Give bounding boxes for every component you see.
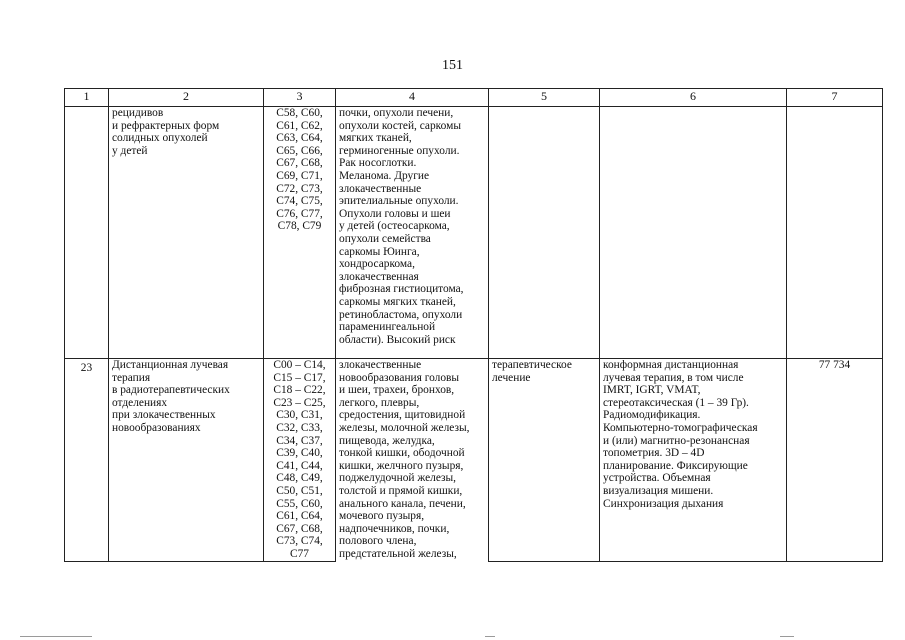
text-line: злокачественная (339, 270, 419, 283)
text-line: железы, молочной железы, (339, 421, 470, 434)
text-line: в радиотерапевтических (112, 384, 230, 397)
diagnosis-description-cell (336, 107, 489, 359)
column-header: 7 (787, 89, 883, 107)
scan-artifact (780, 636, 794, 637)
text-line: саркомы мягких тканей, (339, 295, 456, 308)
text-line: полового члена, (339, 535, 417, 548)
text-line: С74, С75, (276, 195, 323, 208)
icd-code-lines (267, 359, 332, 561)
cost-cell: 77 734 (787, 359, 883, 562)
text-line: С32, С33, (276, 421, 323, 434)
text-line: конформная дистанционная (603, 359, 739, 371)
text-line: злокачественные (339, 182, 422, 195)
text-line: С61, С62, (276, 119, 323, 132)
treatment-type-cell (489, 107, 600, 359)
text-line: Компьютерно-томографическая (603, 421, 758, 434)
text-line: С23 – С25, (273, 396, 326, 409)
text-line: С58, С60, (276, 107, 323, 119)
diagnosis-description-lines (339, 107, 485, 346)
text-line: С41, С44, (276, 459, 323, 472)
text-line: С67, С68, (276, 522, 323, 535)
text-line: лучевая терапия, в том числе (603, 371, 744, 384)
text-line: рецидивов (112, 107, 164, 119)
icd-codes-cell (264, 107, 336, 359)
diagnosis-description-cell (336, 359, 489, 562)
text-line: новообразованиях (112, 421, 201, 434)
treatment-type-cell (489, 359, 600, 562)
text-line: С00 – С14, (273, 359, 326, 371)
text-line: при злокачественных (112, 409, 216, 422)
text-line: С39, С40, (276, 447, 323, 460)
text-line: С69, С71, (276, 169, 323, 182)
text-line: С30, С31, (276, 409, 323, 422)
text-line: стереотаксическая (1 – 39 Гр). (603, 396, 749, 409)
text-line: фиброзная гистиоцитома, (339, 283, 464, 296)
text-line: саркомы Юинга, (339, 245, 420, 258)
text-line: IMRT, IGRT, VMAT, (603, 384, 701, 397)
text-line: мягких тканей, (339, 132, 412, 145)
procedure-name-lines (112, 359, 260, 435)
table-header-row (65, 89, 883, 107)
text-line: Опухоли головы и шеи (339, 207, 451, 220)
text-line: С63, С64, (276, 132, 323, 145)
text-line: предстательной железы, (339, 547, 457, 560)
text-line: эпителиальные опухоли. (339, 195, 459, 208)
diagnosis-description-lines (339, 359, 485, 561)
text-line: С55, С60, (276, 497, 323, 510)
text-line: герминогенные опухоли. (339, 144, 460, 157)
text-line: почки, опухоли печени, (339, 107, 454, 119)
treatment-type-lines (492, 359, 596, 384)
text-line: злокачественные (339, 359, 422, 371)
row-number-cell (65, 107, 109, 359)
scan-artifact (485, 636, 495, 637)
text-line: и рефрактерных форм (112, 119, 220, 132)
text-line: толстой и прямой кишки, (339, 484, 463, 497)
text-line: ретинобластома, опухоли (339, 308, 463, 321)
procedure-name-lines (112, 107, 260, 157)
text-line: легкого, плевры, (339, 396, 420, 409)
treatment-method-cell (600, 107, 787, 359)
text-line: визуализация мишени. (603, 484, 714, 497)
text-line: С61, С64, (276, 510, 323, 523)
text-line: средостения, щитовидной (339, 409, 466, 422)
text-line: у детей (112, 144, 148, 157)
text-line: поджелудочной железы, (339, 472, 457, 485)
text-line: терапевтическое (492, 359, 572, 371)
text-line: и шеи, трахеи, бронхов, (339, 384, 455, 397)
text-line: С15 – С17, (273, 371, 326, 384)
text-line: анального канала, печени, (339, 497, 466, 510)
text-line: Дистанционная лучевая (112, 359, 229, 371)
treatment-method-cell (600, 359, 787, 562)
text-line: опухоли семейства (339, 232, 431, 245)
text-line: Радиомодификация. (603, 409, 701, 422)
cost-cell (787, 107, 883, 359)
text-line: планирование. Фиксирующие (603, 459, 748, 472)
text-line: С76, С77, (276, 207, 323, 220)
column-header: 4 (336, 89, 489, 107)
text-line: тонкой кишки, ободочной (339, 447, 465, 460)
text-line: С73, С74, (276, 535, 323, 548)
table-row (65, 359, 883, 562)
text-line: топометрия. 3D – 4D (603, 447, 705, 460)
text-line: Рак носоглотки. (339, 157, 417, 170)
column-header: 5 (489, 89, 600, 107)
text-line: С50, С51, (276, 484, 323, 497)
column-header: 3 (264, 89, 336, 107)
text-line: области). Высокий риск (339, 333, 456, 346)
text-line: Синхронизация дыхания (603, 497, 724, 510)
table-row (65, 107, 883, 359)
text-line: отделениях (112, 396, 168, 409)
icd-code-lines (267, 107, 332, 233)
text-line: терапия (112, 371, 151, 384)
text-line: хондросаркома, (339, 258, 415, 271)
text-line: С72, С73, (276, 182, 323, 195)
column-header: 2 (109, 89, 264, 107)
text-line: опухоли костей, саркомы (339, 119, 461, 132)
text-line: С65, С66, (276, 144, 323, 157)
text-line: у детей (остеосаркома, (339, 220, 450, 233)
text-line: и (или) магнитно-резонансная (603, 434, 750, 447)
text-line: пищевода, желудка, (339, 434, 435, 447)
text-line: Меланома. Другие (339, 169, 430, 182)
procedure-name-cell (109, 359, 264, 562)
text-line: лечение (492, 371, 531, 384)
text-line: С48, С49, (276, 472, 323, 485)
text-line: параменингеальной (339, 321, 436, 334)
row-number-cell: 23 (65, 359, 109, 562)
tariff-table (64, 88, 883, 562)
text-line: устройства. Объемная (603, 472, 711, 485)
column-header: 1 (65, 89, 109, 107)
text-line: С78, С79 (277, 220, 322, 233)
scan-artifact (20, 636, 92, 637)
text-line: новообразования головы (339, 371, 460, 384)
treatment-method-lines (603, 359, 783, 510)
text-line: кишки, желчного пузыря, (339, 459, 464, 472)
text-line: мочевого пузыря, (339, 510, 425, 523)
text-line: С18 – С22, (273, 384, 326, 397)
text-line: С34, С37, (276, 434, 323, 447)
text-line: солидных опухолей (112, 132, 208, 145)
icd-codes-cell (264, 359, 336, 562)
page-number: 151 (442, 58, 463, 73)
column-header: 6 (600, 89, 787, 107)
text-line: С77 (290, 547, 309, 560)
procedure-name-cell (109, 107, 264, 359)
text-line: С67, С68, (276, 157, 323, 170)
text-line: надпочечников, почки, (339, 522, 450, 535)
